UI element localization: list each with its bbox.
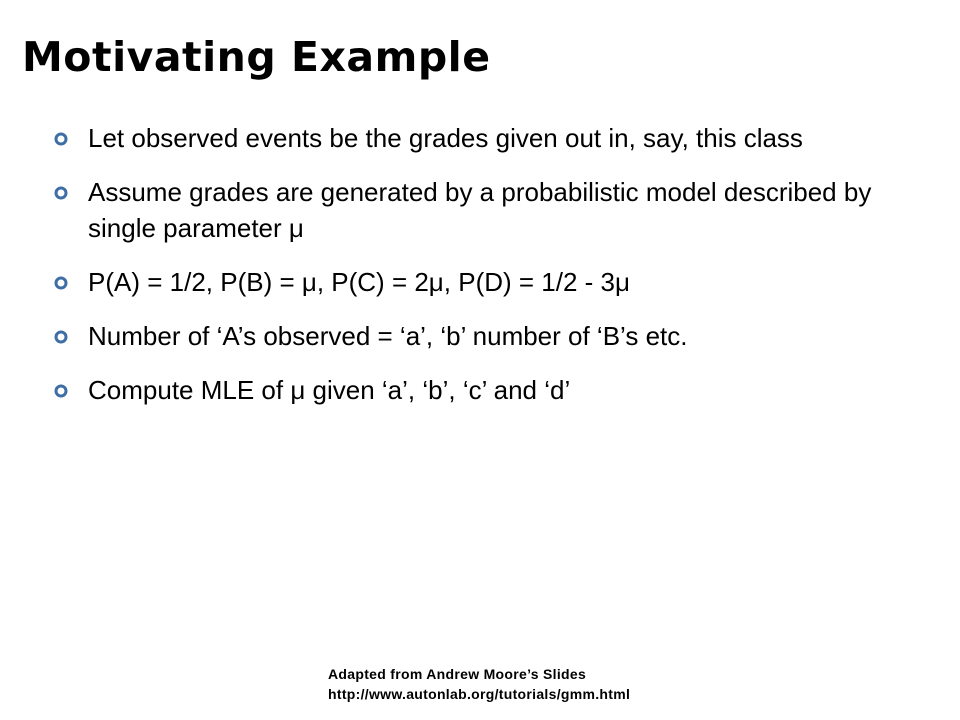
ring-bullet-icon (54, 276, 68, 290)
footer-attribution (328, 664, 630, 704)
bullet-item (52, 318, 882, 354)
ring-bullet-icon (54, 330, 68, 344)
bullet-item (52, 264, 882, 300)
bullet-list (52, 120, 882, 426)
bullet-item (52, 174, 882, 246)
bullet-item (52, 372, 882, 408)
slide-title: Motivating Example (22, 33, 491, 81)
bullet-text: Let observed events be the grades given out in, say, this class (88, 123, 803, 153)
ring-bullet-icon (54, 384, 68, 398)
bullet-text: Assume grades are generated by a probabilistic model described by single parameter μ (88, 177, 872, 243)
ring-bullet-icon (54, 132, 68, 146)
bullet-text: Number of ‘A’s observed = ‘a’, ‘b’ number of ‘B’s etc. (88, 321, 688, 351)
footer-url: http://www.autonlab.org/tutorials/gmm.html (328, 686, 631, 702)
bullet-text: P(A) = 1/2, P(B) = μ, P(C) = 2μ, P(D) = 1/2 - 3μ (88, 267, 630, 297)
bullet-item (52, 120, 882, 156)
ring-bullet-icon (54, 186, 68, 200)
bullet-text: Compute MLE of μ given ‘a’, ‘b’, ‘c’ and ‘d’ (88, 375, 571, 405)
footer-credit: Adapted from Andrew Moore’s Slides (328, 666, 587, 682)
